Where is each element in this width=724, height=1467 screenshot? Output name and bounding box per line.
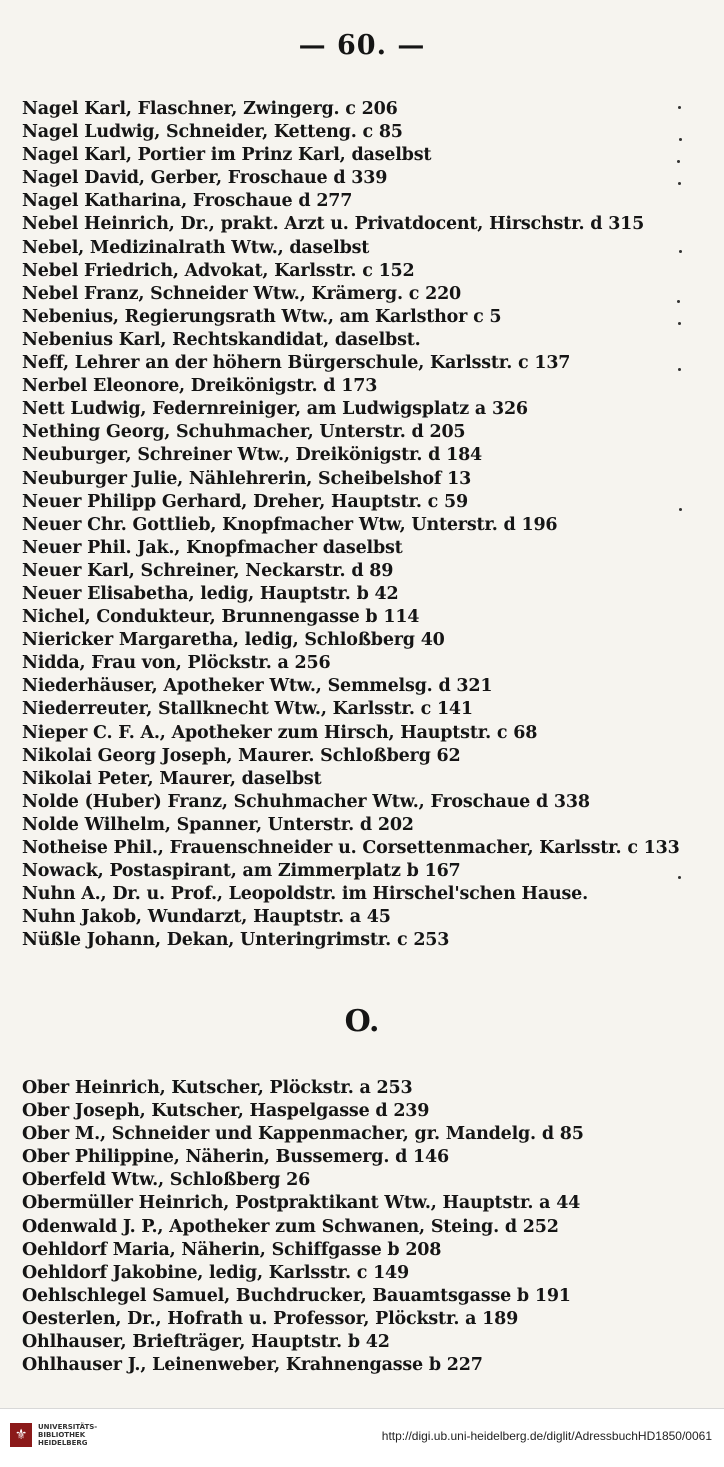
- directory-entry: Nebenius, Regierungsrath Wtw., am Karlsthor c 5: [22, 306, 502, 327]
- entries-list-n: [22, 98, 702, 952]
- directory-entry: Nebel, Medizinalrath Wtw., daselbst: [22, 237, 370, 258]
- directory-entry: Ohlhauser J., Leinenweber, Krahnengasse b 227: [22, 1355, 483, 1376]
- directory-entry: Nebel Friedrich, Advokat, Karlsstr. c 152: [22, 260, 415, 281]
- directory-entry: Oehldorf Jakobine, ledig, Karlsstr. c 149: [22, 1262, 410, 1283]
- directory-entry: Nieper C. F. A., Apotheker zum Hirsch, Hauptstr. c 68: [22, 722, 538, 743]
- directory-entry: Notheise Phil., Frauenschneider u. Corsettenmacher, Karlsstr. c 133: [22, 838, 680, 858]
- directory-entry: Ohlhauser, Briefträger, Hauptstr. b 42: [22, 1332, 390, 1353]
- directory-entry: Ober M., Schneider und Kappenmacher, gr. Mandelg. d 85: [22, 1124, 584, 1145]
- speck: [679, 508, 682, 511]
- directory-entry: Nuhn A., Dr. u. Prof., Leopoldstr. im Hirschel'schen Hause.: [22, 884, 588, 905]
- logo-line: UNIVERSITÄTS-: [38, 1423, 98, 1431]
- entries-list-o: [22, 1077, 702, 1377]
- directory-entry: Obermüller Heinrich, Postpraktikant Wtw., Hauptstr. a 44: [22, 1193, 581, 1214]
- directory-entry: Nikolai Peter, Maurer, daselbst: [22, 768, 322, 789]
- directory-entry: Neuer Chr. Gottlieb, Knopfmacher Wtw, Unterstr. d 196: [22, 514, 558, 535]
- speck: [678, 182, 681, 185]
- speck: [679, 250, 682, 253]
- footer-bar: [0, 1408, 724, 1467]
- directory-entry: Oberfeld Wtw., Schloßberg 26: [22, 1170, 311, 1191]
- speck: [678, 106, 681, 109]
- logo-line: BIBLIOTHEK: [38, 1431, 86, 1439]
- directory-entry: Neuer Karl, Schreiner, Neckarstr. d 89: [22, 560, 394, 581]
- directory-entry: Nüßle Johann, Dekan, Unteringrimstr. c 253: [22, 930, 450, 951]
- speck: [678, 368, 681, 371]
- directory-entry: Ober Heinrich, Kutscher, Plöckstr. a 253: [22, 1078, 413, 1098]
- library-logo[interactable]: [10, 1423, 97, 1447]
- directory-entry: Nolde Wilhelm, Spanner, Unterstr. d 202: [22, 814, 414, 835]
- directory-entry: Nagel Katharina, Froschaue d 277: [22, 191, 353, 212]
- speck: [678, 322, 681, 325]
- library-seal-icon: ⚜: [10, 1423, 32, 1447]
- directory-entry: Ober Philippine, Näherin, Bussemerg. d 146: [22, 1147, 449, 1168]
- source-url[interactable]: http://digi.ub.uni-heidelberg.de/diglit/AdressbuchHD1850/0061: [381, 1429, 712, 1443]
- directory-entry: Neuer Philipp Gerhard, Dreher, Hauptstr. c 59: [22, 491, 468, 512]
- directory-entry: Nidda, Frau von, Plöckstr. a 256: [22, 653, 331, 674]
- directory-entry: Nichel, Condukteur, Brunnengasse b 114: [22, 607, 420, 628]
- directory-entry: Niederreuter, Stallknecht Wtw., Karlsstr. c 141: [22, 699, 473, 720]
- speck: [679, 138, 682, 141]
- directory-entry: Neuburger, Schreiner Wtw., Dreikönigstr. d 184: [22, 445, 483, 466]
- directory-entry: Nagel Ludwig, Schneider, Ketteng. c 85: [22, 122, 403, 143]
- directory-entry: Nett Ludwig, Federnreiniger, am Ludwigsplatz a 326: [22, 399, 528, 420]
- logo-line: HEIDELBERG: [38, 1439, 88, 1447]
- directory-entry: Niederhäuser, Apotheker Wtw., Semmelsg. d 321: [22, 676, 493, 697]
- directory-entry: Oesterlen, Dr., Hofrath u. Professor, Plöckstr. a 189: [22, 1308, 519, 1329]
- directory-entry: Nebenius Karl, Rechtskandidat, daselbst.: [22, 329, 421, 350]
- directory-entry: Neuer Phil. Jak., Knopfmacher daselbst: [22, 537, 403, 558]
- directory-entry: Neuer Elisabetha, ledig, Hauptstr. b 42: [22, 583, 399, 604]
- page-number: — 60. —: [298, 30, 426, 61]
- directory-entry: Nagel Karl, Flaschner, Zwingerg. c 206: [22, 99, 398, 119]
- directory-entry: Nuhn Jakob, Wundarzt, Hauptstr. a 45: [22, 907, 391, 928]
- directory-entry: Nowack, Postaspirant, am Zimmerplatz b 167: [22, 861, 461, 882]
- directory-entry: Odenwald J. P., Apotheker zum Schwanen, Steing. d 252: [22, 1216, 559, 1237]
- speck: [677, 300, 680, 303]
- directory-entry: Nagel Karl, Portier im Prinz Karl, daselbst: [22, 145, 432, 166]
- library-logo-text: [38, 1423, 97, 1447]
- directory-entry: Nolde (Huber) Franz, Schuhmacher Wtw., Froschaue d 338: [22, 791, 590, 812]
- directory-entry: Nikolai Georg Joseph, Maurer. Schloßberg 62: [22, 745, 461, 766]
- directory-entry: Oehlschlegel Samuel, Buchdrucker, Bauamtsgasse b 191: [22, 1285, 571, 1306]
- directory-entry: Ober Joseph, Kutscher, Haspelgasse d 239: [22, 1101, 430, 1122]
- directory-entry: Nerbel Eleonore, Dreikönigstr. d 173: [22, 376, 378, 397]
- directory-entry: Neuburger Julie, Nählehrerin, Scheibelshof 13: [22, 468, 472, 489]
- directory-entry: Neff, Lehrer an der höhern Bürgerschule, Karlsstr. c 137: [22, 353, 571, 374]
- directory-entry: Nebel Franz, Schneider Wtw., Krämerg. c 220: [22, 283, 462, 304]
- section-letter: O.: [344, 1004, 380, 1039]
- speck: [678, 876, 681, 879]
- directory-entry: Oehldorf Maria, Näherin, Schiffgasse b 208: [22, 1239, 442, 1260]
- directory-entry: Nething Georg, Schuhmacher, Unterstr. d 205: [22, 422, 466, 443]
- directory-entry: Nagel David, Gerber, Froschaue d 339: [22, 168, 388, 189]
- speck: [677, 160, 680, 163]
- directory-entry: Niericker Margaretha, ledig, Schloßberg 40: [22, 630, 445, 651]
- directory-entry: Nebel Heinrich, Dr., prakt. Arzt u. Privatdocent, Hirschstr. d 315: [22, 214, 645, 235]
- scan-specks: [676, 100, 684, 900]
